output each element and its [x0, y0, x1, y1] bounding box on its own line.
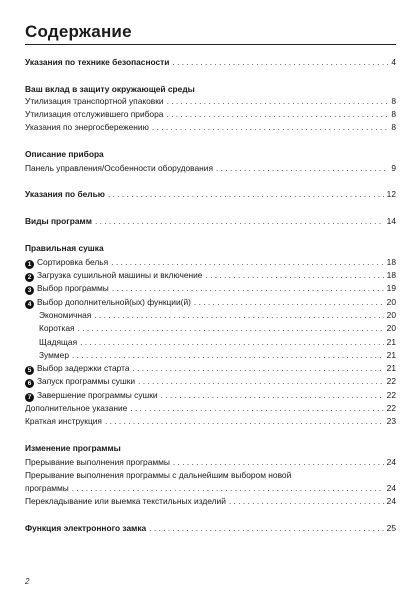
dot-leader [108, 188, 384, 200]
toc-entry-label [25, 56, 169, 68]
dot-leader [111, 256, 384, 268]
toc-entry-label [25, 402, 127, 414]
toc-entry-text: Функция электронного замка [25, 523, 147, 533]
toc-entry-text: Выбор программы [37, 283, 109, 293]
toc-entry[interactable] [25, 469, 396, 481]
toc-entry-text: Дополнительное указание [25, 403, 128, 413]
toc-entry-text: Завершение программы сушки [37, 390, 158, 400]
toc-page-number: 21 [386, 350, 396, 360]
toc-entry-label [25, 83, 195, 95]
dot-leader [130, 402, 383, 414]
toc-entry-label [39, 336, 77, 348]
dot-leader [94, 309, 383, 321]
toc-entry-text: Указания по энергосбережению [25, 122, 149, 132]
toc-entry-label [25, 242, 104, 254]
toc-page-number: 24 [386, 483, 396, 493]
toc-page-number: 9 [391, 163, 396, 173]
toc-entry-label [25, 389, 158, 402]
toc-entry-label [39, 309, 91, 321]
step-number-badge: 2 [25, 273, 34, 282]
toc-entry-text: Краткая инструкция [25, 416, 102, 426]
toc-entry[interactable] [25, 456, 396, 468]
dot-leader [112, 282, 384, 294]
dot-leader [105, 415, 384, 427]
toc-entry-label [25, 188, 105, 200]
toc-entry[interactable] [25, 269, 396, 281]
dot-leader [152, 121, 388, 133]
toc-entry-label [25, 375, 135, 388]
toc-entry-label [25, 148, 104, 160]
toc-entry[interactable] [25, 108, 396, 120]
step-number-badge: 5 [25, 366, 34, 375]
toc-entry-label [25, 362, 129, 375]
toc-page-number: 8 [391, 122, 396, 132]
dot-leader [78, 322, 384, 334]
toc-entry-text: Утилизация отслужившего прибора [25, 109, 164, 119]
toc-entry[interactable] [25, 188, 396, 200]
toc-page-number: 22 [386, 390, 396, 400]
toc-page-number: 22 [386, 376, 396, 386]
toc-entry[interactable] [25, 296, 396, 308]
toc-entry-label [25, 256, 108, 269]
toc-entry-label [25, 162, 213, 174]
toc-section-heading[interactable] [25, 442, 396, 454]
step-number-badge: 6 [25, 379, 34, 388]
dot-leader [173, 456, 384, 468]
toc-entry[interactable] [25, 215, 396, 227]
page-number: 2 [25, 577, 30, 586]
toc-entry-text: Выбор задержки старта [37, 363, 130, 373]
toc-page-number: 24 [386, 496, 396, 506]
toc-entry-text: Загрузка сушильной машины и включение [37, 270, 203, 280]
toc-section-heading[interactable] [25, 148, 396, 160]
toc-section-heading[interactable] [25, 83, 396, 95]
toc-entry-label [25, 296, 191, 309]
dot-leader [216, 162, 388, 174]
toc-entry[interactable] [25, 389, 396, 401]
toc-page-number: 19 [386, 283, 396, 293]
dot-leader [205, 269, 383, 281]
step-number-badge: 7 [25, 393, 34, 402]
toc-entry[interactable] [25, 162, 396, 174]
toc-entry-text: Перекладывание или выемка текстильных изделий [25, 496, 226, 506]
toc-entry[interactable] [25, 336, 396, 348]
dot-leader [194, 296, 384, 308]
toc-entry-label [25, 215, 92, 227]
toc-page-number: 18 [386, 270, 396, 280]
toc-page-number: 21 [386, 363, 396, 373]
toc-entry-text: Запуск программы сушки [37, 376, 136, 386]
dot-leader [138, 375, 384, 387]
toc-entry-text: Сортировка белья [37, 257, 109, 267]
step-number-badge: 1 [25, 260, 34, 269]
toc-page-number: 21 [386, 337, 396, 347]
toc-entry-label [39, 322, 75, 334]
toc-entry-label [25, 456, 170, 468]
toc-entry-text: Экономичная [39, 310, 92, 320]
dot-leader [149, 522, 383, 534]
toc-page-number: 20 [386, 310, 396, 320]
step-number-badge: 4 [25, 300, 34, 309]
dot-leader [132, 362, 383, 374]
toc-entry-label [25, 108, 163, 120]
toc-page-number: 18 [386, 257, 396, 267]
toc-entry-text: Выбор дополнительной(ых) функции(й) [37, 297, 191, 307]
toc-entry-label [25, 469, 291, 481]
toc-page-number: 22 [386, 403, 396, 413]
toc-entry[interactable] [25, 362, 396, 374]
toc-entry-text: Зуммер [39, 350, 69, 360]
dot-leader [72, 482, 384, 494]
toc-entry-text: программы [25, 483, 69, 493]
page-title: Содержание [25, 22, 132, 41]
toc-entry-label [25, 95, 164, 107]
toc-entry[interactable] [25, 415, 396, 427]
toc-entry-label [25, 282, 109, 295]
toc-entry-text: Виды программ [25, 216, 92, 226]
toc-entry[interactable] [25, 121, 396, 133]
toc-entry-text: Указания по белью [25, 189, 105, 199]
toc-entry[interactable] [25, 495, 396, 507]
toc-page-number: 4 [391, 57, 396, 67]
dot-leader [161, 389, 384, 401]
dot-leader [95, 215, 384, 227]
toc-entry-text: Описание прибора [25, 149, 104, 159]
toc-page-number: 24 [386, 457, 396, 467]
dot-leader [167, 95, 389, 107]
toc-entry-text: Правильная сушка [25, 243, 104, 253]
toc-entry-text: Указания по технике безопасности [25, 57, 170, 67]
dot-leader [80, 336, 384, 348]
toc-entry-label [25, 121, 149, 133]
toc-entry-label [25, 269, 202, 282]
toc-entry[interactable] [25, 256, 396, 268]
toc-entry-text: Короткая [39, 323, 75, 333]
toc-entry-text: Утилизация транспортной упаковки [25, 96, 164, 106]
toc-section-heading[interactable] [25, 242, 396, 254]
toc-entry-label [25, 415, 102, 427]
toc-page-number: 25 [386, 523, 396, 533]
dot-leader [172, 56, 388, 68]
toc-entry[interactable] [25, 375, 396, 387]
toc-entry[interactable] [25, 322, 396, 334]
toc-entry-label [25, 482, 69, 494]
toc-entry-text: Щадящая [39, 337, 78, 347]
toc-entry-text: Панель управления/Особенности оборудования [25, 163, 213, 173]
toc-entry-label [25, 442, 121, 454]
toc-page-number: 12 [386, 189, 396, 199]
toc-page-number: 20 [386, 323, 396, 333]
toc-entry-label [25, 522, 146, 534]
toc-page-number: 8 [391, 96, 396, 106]
toc-page-number: 23 [386, 416, 396, 426]
toc-entry-label [25, 495, 226, 507]
toc-entry[interactable] [25, 309, 396, 321]
toc-entry-text: Прерывание выполнения программы с дальнейшим выбором новой [25, 470, 292, 480]
dot-leader [166, 108, 388, 120]
title-underline [25, 44, 396, 45]
dot-leader [229, 495, 384, 507]
toc-page-number: 14 [386, 216, 396, 226]
toc-page-number: 20 [386, 297, 396, 307]
toc-entry-text: Изменение программы [25, 443, 121, 453]
toc-page-number: 8 [391, 109, 396, 119]
toc-entry[interactable] [25, 349, 396, 361]
toc-entry[interactable] [25, 482, 396, 494]
toc-entry[interactable] [25, 95, 396, 107]
toc-entry[interactable] [25, 522, 396, 534]
dot-leader [72, 349, 384, 361]
toc-entry-label [39, 349, 69, 361]
step-number-badge: 3 [25, 286, 34, 295]
toc-entry[interactable] [25, 56, 396, 68]
toc-entry-text: Прерывание выполнения программы [25, 457, 170, 467]
toc-entry-text: Ваш вклад в защиту окружающей среды [25, 84, 195, 94]
toc-entry[interactable] [25, 282, 396, 294]
toc-entry[interactable] [25, 402, 396, 414]
